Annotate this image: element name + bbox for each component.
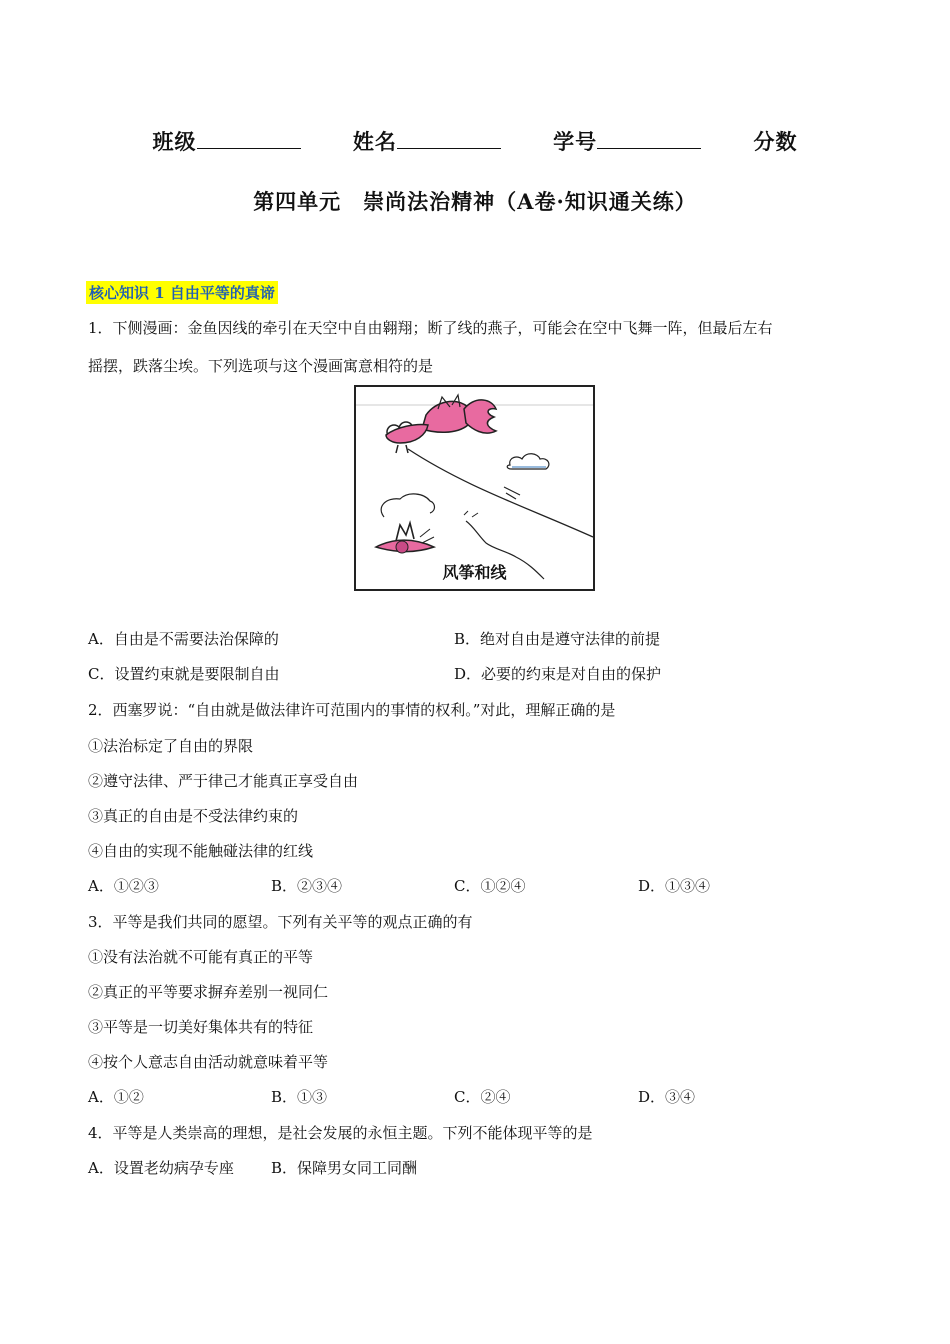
id-blank[interactable] [597,130,701,149]
goldfish-kite-icon [386,395,496,453]
q2-item-3: ③真正的自由是不受法律约束的 [88,807,299,825]
q4-stem: 4．平等是人类崇高的理想，是社会发展的永恒主题。下列不能体现平等的是 [88,1124,593,1142]
swallow-kite-icon [376,523,434,553]
q1-stem-line2: 摇摆，跌落尘埃。下列选项与这个漫画寓意相符的是 [88,357,434,375]
q2-item-2: ②遵守法律、严于律己才能真正享受自由 [88,772,359,790]
q2-option-d[interactable]: D．①③④ [638,877,711,895]
q1-stem-line1: 1．下侧漫画：金鱼因线的牵引在天空中自由翱翔；断了线的燕子，可能会在空中飞舞一阵，但最后左右 [88,319,773,337]
cartoon-figure [354,385,595,591]
q2-item-1: ①法治标定了自由的界限 [88,737,254,755]
q1-option-c[interactable]: C．设置约束就是要限制自由 [88,665,280,683]
q3-option-b[interactable]: B．①③ [271,1088,328,1106]
q3-option-a[interactable]: A．①② [88,1088,144,1106]
q2-option-b[interactable]: B．②③④ [271,877,343,895]
q3-item-2: ②真正的平等要求摒弃差别一视同仁 [88,983,329,1001]
q1-option-a[interactable]: A．自由是不需要法治保障的 [88,630,279,648]
class-blank[interactable] [197,130,301,149]
q4-option-b[interactable]: B．保障男女同工同酬 [271,1159,418,1177]
q4-option-a[interactable]: A．设置老幼病孕专座 [88,1159,234,1177]
q2-stem: 2．西塞罗说：“自由就是做法律许可范围内的事情的权利。”对此，理解正确的是 [88,701,616,719]
name-field: 姓名 [353,126,501,156]
q3-option-c[interactable]: C．②④ [454,1088,511,1106]
q1-option-b[interactable]: B．绝对自由是遵守法律的前提 [454,630,661,648]
q3-item-1: ①没有法治就不可能有真正的平等 [88,948,314,966]
q3-item-4: ④按个人意志自由活动就意味着平等 [88,1053,329,1071]
section-heading: 核心知识 1 自由平等的真谛 [86,281,278,304]
score-field: 分数 [753,129,798,154]
student-info-line [0,126,950,156]
page-title: 第四单元 崇尚法治精神（A卷·知识通关练） [253,189,697,214]
q2-item-4: ④自由的实现不能触碰法律的红线 [88,842,314,860]
figure-caption: 风筝和线 [442,563,507,582]
q2-option-a[interactable]: A．①②③ [88,877,159,895]
q3-stem: 3．平等是我们共同的愿望。下列有关平等的观点正确的有 [88,913,473,931]
q1-option-d[interactable]: D．必要的约束是对自由的保护 [454,665,662,683]
name-blank[interactable] [397,130,501,149]
id-field: 学号 [553,126,701,156]
q2-option-c[interactable]: C．①②④ [454,877,526,895]
kite-cartoon-illustration [356,387,593,589]
q3-option-d[interactable]: D．③④ [638,1088,696,1106]
class-field: 班级 [153,126,301,156]
q3-item-3: ③平等是一切美好集体共有的特征 [88,1018,314,1036]
